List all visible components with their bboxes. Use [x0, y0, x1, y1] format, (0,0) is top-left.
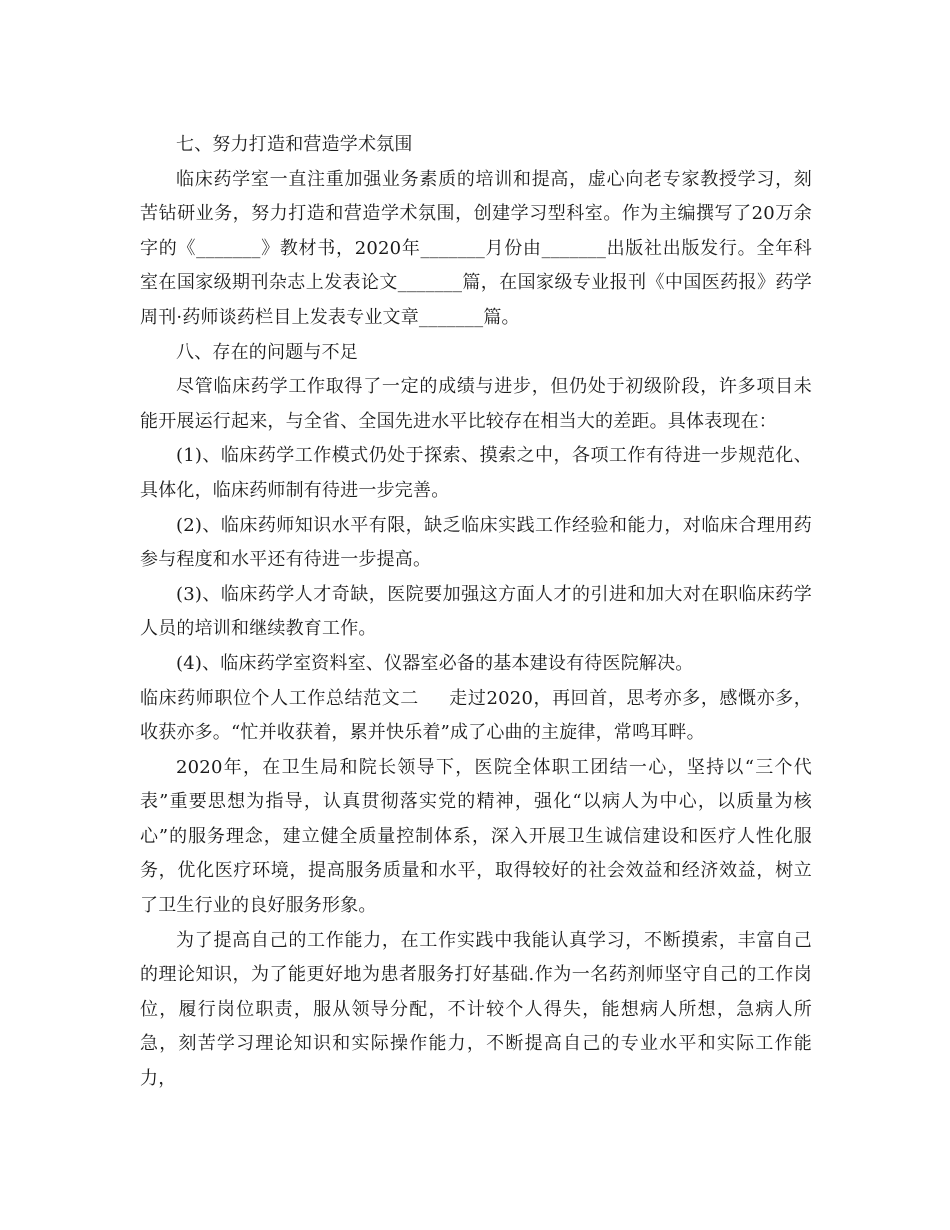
section-two-lead: 走过2020，再回首，思考亦多，感慨亦多，收获亦多。“忙并收获着，累并快乐着”成了心曲的主旋律，常鸣耳畔。 — [140, 687, 812, 744]
document-body — [140, 128, 812, 1097]
paragraph-academic-atmosphere: 临床药学室一直注重加强业务素质的培训和提高，虚心向老专家教授学习，刻苦钻研业务，努力打造和营造学术氛围，创建学习型科室。作为主编撰写了20万余字的《_______》教材书，2020年_______月份由_______出版社出版发行。全年科室在国家级期刊杂志上发表论文_______篇，在国家级专业报刊《中国医药报》药学周刊·药师谈药栏目上发表专业文章_______篇。 — [140, 168, 812, 328]
paragraph-self-improvement: 为了提高自己的工作能力，在工作实践中我能认真学习，不断摸索，丰富自己的理论知识，为了能更好地为患者服务打好基础.作为一名药剂师坚守自己的工作岗位，履行岗位职责，服从领导分配，不计较个人得失，能想病人所想，急病人所急，刻苦学习理论知识和实际操作能力，不断提高自己的专业水平和实际工作能力， — [140, 929, 812, 1090]
list-item-problem-2: (2)、临床药师知识水平有限，缺乏临床实践工作经验和能力，对临床合理用药参与程度和水平还有待进一步提高。 — [140, 514, 812, 571]
section-two-title: 临床药师职位个人工作总结范文二 — [140, 687, 419, 709]
list-item-problem-3: (3)、临床药学人才奇缺，医院要加强这方面人才的引进和加大对在职临床药学人员的培训和继续教育工作。 — [140, 583, 812, 640]
section-heading-eight: 八、存在的问题与不足 — [176, 341, 358, 363]
section-heading-seven: 七、努力打造和营造学术氛围 — [176, 134, 413, 155]
list-item-problem-4: (4)、临床药学室资料室、仪器室必备的基本建设有待医院解决。 — [176, 652, 694, 674]
list-item-problem-1: (1)、临床药学工作模式仍处于探索、摸索之中，各项工作有待进一步规范化、具体化，临床药师制有待进一步完善。 — [140, 445, 812, 501]
paragraph-problems-intro: 尽管临床药学工作取得了一定的成绩与进步，但仍处于初级阶段，许多项目未能开展运行起来，与全省、全国先进水平比较存在相当大的差距。具体表现在： — [140, 376, 812, 432]
paragraph-year-2020: 2020年，在卫生局和院长领导下，医院全体职工团结一心，坚持以“三个代表”重要思想为指导，认真贯彻落实党的精神，强化“以病人为中心，以质量为核心”的服务理念，建立健全质量控制体系，深入开展卫生诚信建设和医疗人性化服务，优化医疗环境，提高服务质量和水平，取得较好的社会效益和经济效益，树立了卫生行业的良好服务形象。 — [140, 756, 812, 917]
paragraph-section-two — [140, 682, 812, 751]
